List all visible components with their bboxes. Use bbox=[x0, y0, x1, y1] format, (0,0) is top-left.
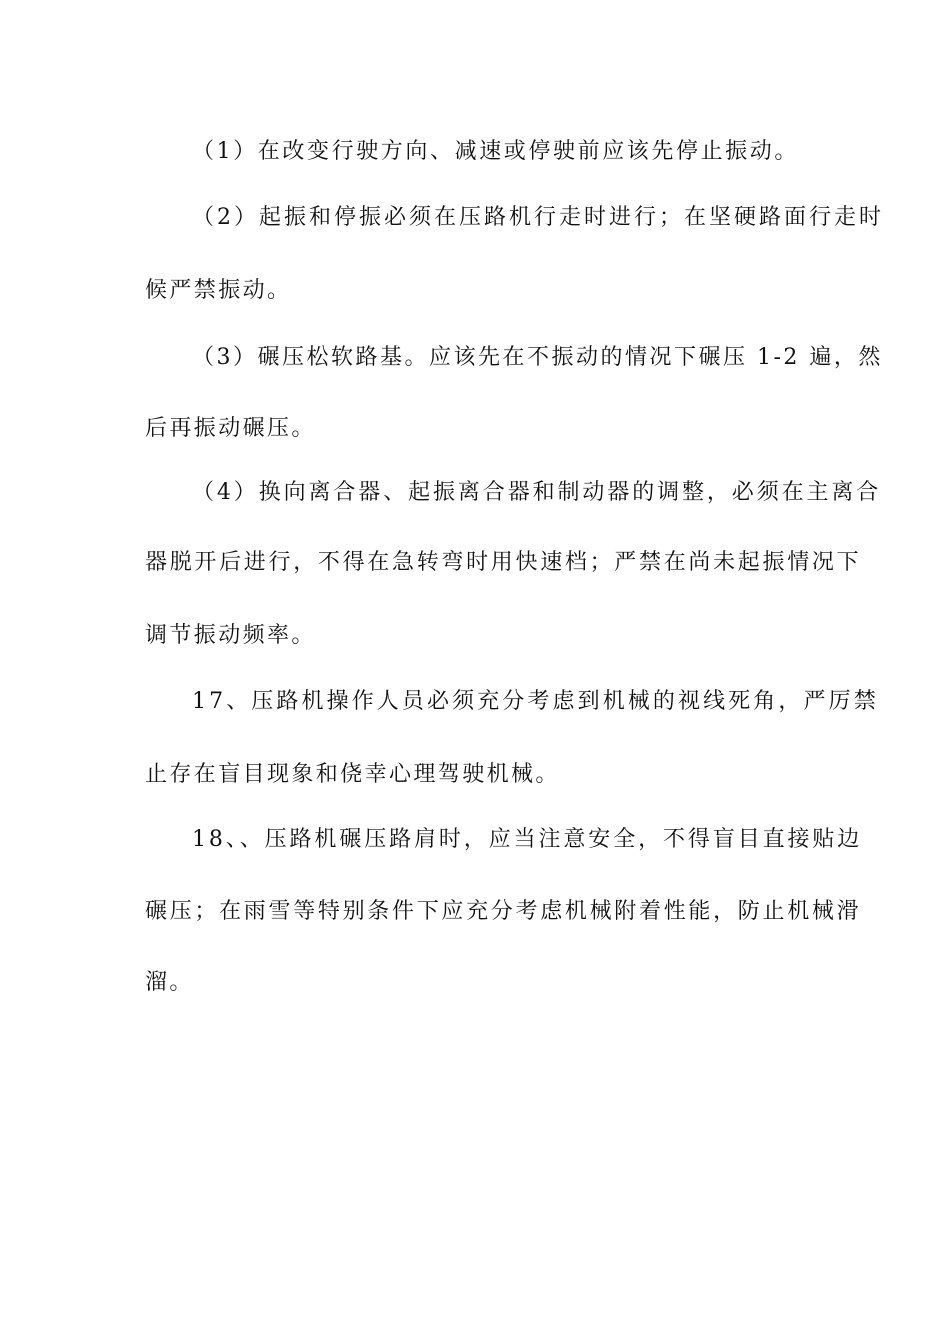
paragraph-4-line-1: （4）换向离合器、起振离合器和制动器的调整，必须在主离合 bbox=[192, 480, 882, 505]
paragraph-3-line-1: （3）碾压松软路基。应该先在不振动的情况下碾压 1-2 遍，然 bbox=[192, 345, 883, 370]
paragraph-2-line-2: 候严禁振动。 bbox=[145, 278, 292, 303]
paragraph-6-line-3: 溜。 bbox=[145, 970, 194, 995]
paragraph-5-line-2: 止存在盲目现象和侥幸心理驾驶机械。 bbox=[145, 762, 560, 787]
paragraph-3-line-2: 后再振动碾压。 bbox=[145, 416, 316, 441]
paragraph-6-line-2: 碾压；在雨雪等特别条件下应充分考虑机械附着性能，防止机械滑 bbox=[145, 899, 862, 924]
paragraph-6-line-1: 18、、压路机碾压路肩时，应当注意安全，不得盲目直接贴边 bbox=[192, 827, 863, 852]
paragraph-2-line-1: （2）起振和停振必须在压路机行走时进行；在坚硬路面行走时 bbox=[192, 205, 884, 230]
paragraph-5-line-1: 17、压路机操作人员必须充分考虑到机械的视线死角，严厉禁 bbox=[192, 689, 879, 714]
paragraph-4-line-2: 器脱开后进行，不得在急转弯时用快速档；严禁在尚未起振情况下 bbox=[145, 550, 862, 575]
paragraph-4-line-3: 调节振动频率。 bbox=[145, 623, 316, 648]
paragraph-1-line-1: （1）在改变行驶方向、减速或停驶前应该先停止振动。 bbox=[192, 139, 799, 164]
